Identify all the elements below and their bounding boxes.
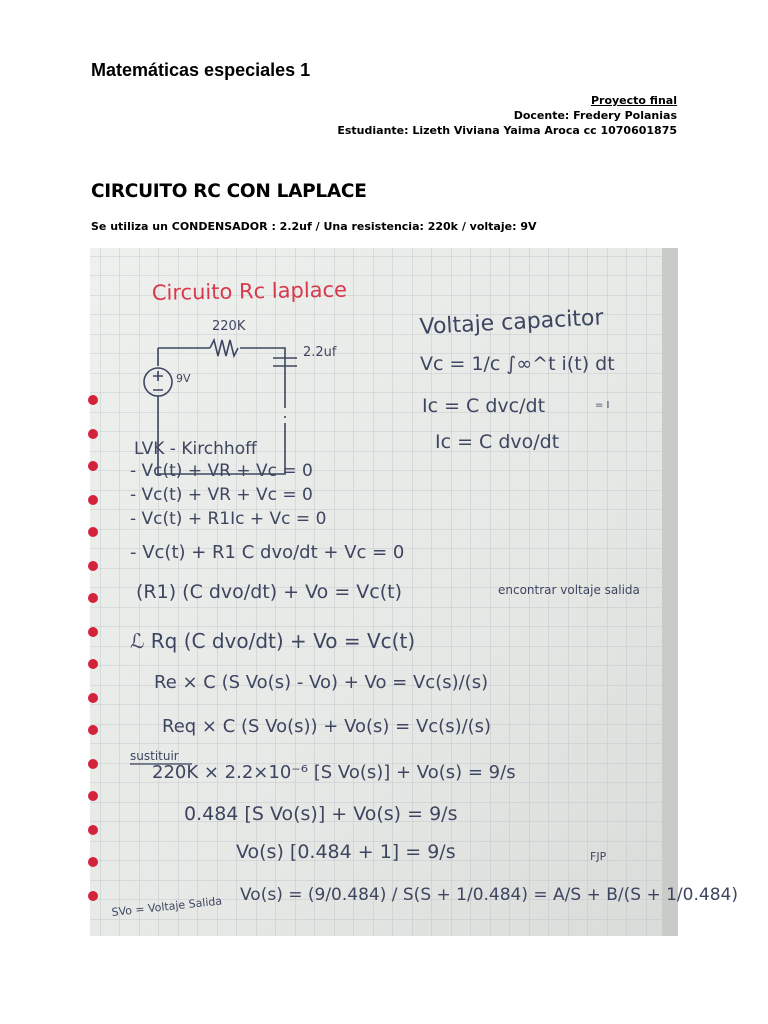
- current-note: = I: [595, 400, 610, 411]
- capacitor-voltage-heading: Voltaje capacitor: [419, 305, 605, 340]
- partial-fraction-line: Vo(s) = (9/0.484) / S(S + 1/0.484) = A/S + B/(S + 1/0.484): [240, 885, 738, 905]
- kirchhoff-line-4: - Vc(t) + R1 C dvo/dt + Vc = 0: [130, 542, 405, 563]
- kirchhoff-line-5: (R1) (C dvo/dt) + Vo = Vc(t): [136, 581, 402, 603]
- source-label: 9V: [176, 372, 191, 385]
- student-label: Estudiante: Lizeth Viviana Yaima Aroca cc 1070601875: [337, 124, 677, 137]
- vc-integral-equation: Vc = 1/c ∫∞^t i(t) dt: [420, 353, 615, 375]
- document-heading: CIRCUITO RC CON LAPLACE: [91, 181, 367, 202]
- fraction-note: FJP: [590, 850, 607, 863]
- document-meta: [337, 93, 677, 138]
- notebook-title: Circuito Rc laplace: [151, 277, 348, 305]
- laplace-line-2: Re × C (S Vo(s) - Vo) + Vo = Vc(s)/(s): [154, 672, 489, 693]
- substitution-line-1: 220K × 2.2×10⁻⁶ [S Vo(s)] + Vo(s) = 9/s: [152, 762, 516, 783]
- course-title: Matemáticas especiales 1: [91, 60, 311, 80]
- kirchhoff-line-2: - Vc(t) + VR + Vc = 0: [130, 485, 313, 505]
- ic-equation-1: Ic = C dvc/dt: [422, 395, 546, 417]
- kirchhoff-heading: LVK - Kirchhoff: [134, 439, 257, 459]
- substitution-line-2: 0.484 [S Vo(s)] + Vo(s) = 9/s: [184, 803, 458, 825]
- laplace-line-3: Req × C (S Vo(s)) + Vo(s) = Vc(s)/(s): [162, 716, 492, 737]
- teacher-label: Docente: Fredery Polanias: [513, 109, 677, 122]
- output-voltage-label: SVo = Voltaje Salida: [110, 894, 223, 919]
- component-spec: Se utiliza un CONDENSADOR : 2.2uf / Una resistencia: 220k / voltaje: 9V: [91, 220, 537, 233]
- substitution-line-3: Vo(s) [0.484 + 1] = 9/s: [236, 841, 456, 863]
- ic-equation-2: Ic = C dvo/dt: [435, 431, 560, 453]
- resistor-label: 220K: [212, 319, 246, 334]
- notebook-photo: [90, 248, 738, 936]
- output-voltage-note: encontrar voltaje salida: [498, 583, 640, 597]
- laplace-line-1: ℒ Rq (C dvo/dt) + Vo = Vc(t): [130, 629, 416, 653]
- project-label: Proyecto final: [590, 94, 677, 107]
- substitution-label: sustituir: [130, 749, 179, 763]
- kirchhoff-line-3: - Vc(t) + R1Ic + Vc = 0: [130, 509, 327, 529]
- kirchhoff-line-1: - Vc(t) + VR + Vc = 0: [130, 461, 313, 481]
- capacitor-label: 2.2uf: [303, 345, 337, 360]
